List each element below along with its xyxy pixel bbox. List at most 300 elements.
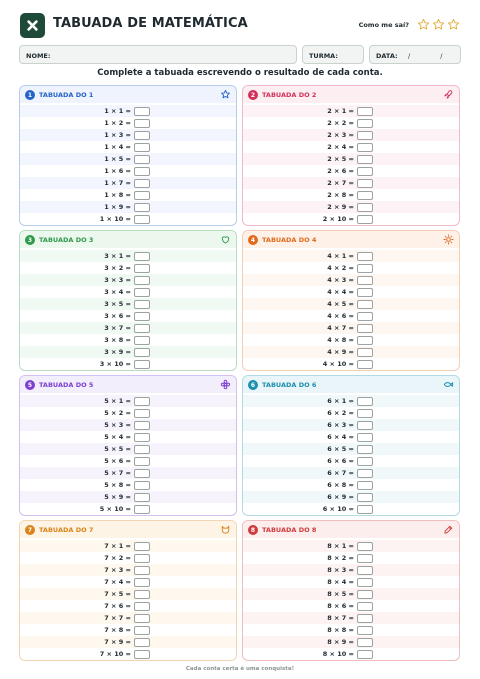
- equation-list: [243, 393, 459, 515]
- equation-row: [20, 479, 236, 491]
- equation-row: [20, 298, 236, 310]
- answer-box[interactable]: [357, 119, 373, 128]
- pencil-icon: [443, 524, 454, 535]
- equation-text: 2 × 7 =: [327, 179, 354, 187]
- date-separators: / /: [408, 52, 457, 60]
- equation-row: [243, 286, 459, 298]
- equation-row: [243, 612, 459, 624]
- answer-box[interactable]: [357, 433, 373, 442]
- card-header: [243, 521, 459, 538]
- equation-text: 1 × 1 =: [104, 107, 131, 115]
- table-title: TABUADA DO 4: [262, 236, 317, 244]
- equation-text: 1 × 3 =: [104, 131, 131, 139]
- answer-box[interactable]: [357, 481, 373, 490]
- multiplication-table-card: [242, 85, 460, 226]
- equation-text: 6 × 10 =: [322, 505, 354, 513]
- equation-row: [243, 334, 459, 346]
- equation-text: 8 × 3 =: [327, 566, 354, 574]
- answer-box[interactable]: [134, 131, 150, 140]
- equation-text: 6 × 6 =: [327, 457, 354, 465]
- equation-text: 3 × 3 =: [104, 276, 131, 284]
- equation-row: [20, 250, 236, 262]
- answer-box[interactable]: [357, 215, 373, 224]
- equation-row: [243, 600, 459, 612]
- equation-row: [20, 588, 236, 600]
- card-header: [243, 86, 459, 103]
- answer-box[interactable]: [134, 590, 150, 599]
- equation-text: 7 × 10 =: [99, 650, 131, 658]
- table-number-badge: 1: [25, 90, 35, 100]
- answer-box[interactable]: [134, 107, 150, 116]
- equation-text: 5 × 8 =: [104, 481, 131, 489]
- equation-row: [243, 479, 459, 491]
- equation-row: [243, 467, 459, 479]
- answer-box[interactable]: [134, 143, 150, 152]
- equation-text: 4 × 7 =: [327, 324, 354, 332]
- answer-box[interactable]: [357, 131, 373, 140]
- heart-icon: [220, 234, 231, 245]
- equation-text: 3 × 4 =: [104, 288, 131, 296]
- equation-row: [243, 491, 459, 503]
- equation-text: 2 × 6 =: [327, 167, 354, 175]
- equation-text: 5 × 1 =: [104, 397, 131, 405]
- answer-box[interactable]: [134, 179, 150, 188]
- answer-box[interactable]: [134, 481, 150, 490]
- equation-row: [243, 213, 459, 225]
- close-x-logo-icon: [20, 13, 45, 38]
- card-header: [20, 231, 236, 248]
- equation-row: [20, 624, 236, 636]
- equation-row: [20, 455, 236, 467]
- equation-row: [20, 165, 236, 177]
- table-number-badge: 8: [248, 525, 258, 535]
- equation-text: 4 × 6 =: [327, 312, 354, 320]
- answer-box[interactable]: [134, 650, 150, 659]
- equation-row: [243, 310, 459, 322]
- card-header: [20, 86, 236, 103]
- student-info-fields: [19, 45, 461, 64]
- name-field[interactable]: [19, 45, 297, 64]
- star-icon: [220, 89, 231, 100]
- answer-box[interactable]: [134, 252, 150, 261]
- cat-icon: [220, 524, 231, 535]
- instruction-text: Complete a tabuada escrevendo o resultado de cada conta.: [97, 68, 383, 78]
- equation-row: [243, 117, 459, 129]
- equation-text: 2 × 10 =: [322, 215, 354, 223]
- equation-text: 6 × 1 =: [327, 397, 354, 405]
- equation-row: [20, 153, 236, 165]
- rating-star-icon[interactable]: [417, 18, 430, 31]
- table-number-badge: 2: [248, 90, 258, 100]
- equation-row: [243, 540, 459, 552]
- answer-box[interactable]: [134, 602, 150, 611]
- answer-box[interactable]: [357, 324, 373, 333]
- equation-text: 4 × 3 =: [327, 276, 354, 284]
- answer-box[interactable]: [357, 167, 373, 176]
- rating-star-icon[interactable]: [432, 18, 445, 31]
- equation-text: 5 × 7 =: [104, 469, 131, 477]
- equation-text: 1 × 6 =: [104, 167, 131, 175]
- equation-text: 7 × 3 =: [104, 566, 131, 574]
- answer-box[interactable]: [134, 578, 150, 587]
- equation-row: [243, 443, 459, 455]
- equation-row: [243, 322, 459, 334]
- equation-text: 6 × 9 =: [327, 493, 354, 501]
- equation-text: 3 × 2 =: [104, 264, 131, 272]
- answer-box[interactable]: [134, 626, 150, 635]
- equation-row: [20, 334, 236, 346]
- multiplication-table-card: [242, 520, 460, 661]
- equation-list: [20, 103, 236, 225]
- class-field[interactable]: [302, 45, 364, 64]
- card-header: [20, 376, 236, 393]
- answer-box[interactable]: [134, 433, 150, 442]
- rating-star-icon[interactable]: [447, 18, 460, 31]
- answer-box[interactable]: [357, 397, 373, 406]
- equation-row: [243, 262, 459, 274]
- card-header: [243, 231, 459, 248]
- equation-row: [20, 540, 236, 552]
- equation-text: 2 × 9 =: [327, 203, 354, 211]
- table-title: TABUADA DO 8: [262, 526, 317, 534]
- equation-row: [20, 431, 236, 443]
- equation-row: [20, 310, 236, 322]
- answer-box[interactable]: [357, 143, 373, 152]
- equation-text: 8 × 6 =: [327, 602, 354, 610]
- answer-box[interactable]: [134, 276, 150, 285]
- equation-row: [243, 189, 459, 201]
- equation-text: 2 × 1 =: [327, 107, 354, 115]
- table-title: TABUADA DO 7: [39, 526, 94, 534]
- equation-row: [243, 588, 459, 600]
- answer-box[interactable]: [357, 638, 373, 647]
- answer-box[interactable]: [357, 650, 373, 659]
- equation-text: 1 × 7 =: [104, 179, 131, 187]
- equation-row: [243, 274, 459, 286]
- answer-box[interactable]: [357, 409, 373, 418]
- equation-text: 8 × 1 =: [327, 542, 354, 550]
- equation-text: 5 × 4 =: [104, 433, 131, 441]
- equation-row: [20, 141, 236, 153]
- equation-text: 4 × 5 =: [327, 300, 354, 308]
- equation-text: 1 × 2 =: [104, 119, 131, 127]
- equation-text: 1 × 9 =: [104, 203, 131, 211]
- equation-text: 3 × 8 =: [104, 336, 131, 344]
- answer-box[interactable]: [357, 252, 373, 261]
- page-title: TABUADA DE MATEMÁTICA: [53, 16, 248, 31]
- equation-text: 7 × 8 =: [104, 626, 131, 634]
- self-rating: [359, 18, 460, 31]
- equation-text: 1 × 8 =: [104, 191, 131, 199]
- answer-box[interactable]: [134, 191, 150, 200]
- equation-row: [243, 407, 459, 419]
- table-number-badge: 7: [25, 525, 35, 535]
- answer-box[interactable]: [357, 469, 373, 478]
- equation-text: 1 × 5 =: [104, 155, 131, 163]
- equation-row: [20, 213, 236, 225]
- answer-box[interactable]: [134, 638, 150, 647]
- equation-row: [243, 636, 459, 648]
- equation-row: [243, 153, 459, 165]
- answer-box[interactable]: [357, 554, 373, 563]
- name-label: NOME:: [26, 52, 51, 60]
- equation-row: [20, 189, 236, 201]
- answer-box[interactable]: [134, 155, 150, 164]
- card-header: [20, 521, 236, 538]
- answer-box[interactable]: [357, 179, 373, 188]
- rating-label: Como me saí?: [358, 20, 409, 29]
- equation-text: 7 × 4 =: [104, 578, 131, 586]
- answer-box[interactable]: [134, 542, 150, 551]
- answer-box[interactable]: [134, 288, 150, 297]
- equation-text: 7 × 1 =: [104, 542, 131, 550]
- answer-box[interactable]: [357, 626, 373, 635]
- answer-box[interactable]: [357, 348, 373, 357]
- multiplication-table-card: [19, 230, 237, 371]
- answer-box[interactable]: [357, 276, 373, 285]
- equation-row: [243, 624, 459, 636]
- equation-row: [20, 552, 236, 564]
- equation-text: 4 × 10 =: [322, 360, 354, 368]
- equation-row: [20, 201, 236, 213]
- answer-box[interactable]: [134, 614, 150, 623]
- answer-box[interactable]: [357, 457, 373, 466]
- equation-text: 8 × 4 =: [327, 578, 354, 586]
- equation-text: 4 × 1 =: [327, 252, 354, 260]
- answer-box[interactable]: [357, 203, 373, 212]
- date-field[interactable]: [369, 45, 461, 64]
- equation-list: [243, 538, 459, 660]
- answer-box[interactable]: [134, 203, 150, 212]
- equation-row: [243, 177, 459, 189]
- equation-text: 4 × 2 =: [327, 264, 354, 272]
- fish-icon: [443, 379, 454, 390]
- equation-text: 5 × 9 =: [104, 493, 131, 501]
- answer-box[interactable]: [357, 566, 373, 575]
- equation-text: 3 × 1 =: [104, 252, 131, 260]
- equation-row: [243, 564, 459, 576]
- answer-box[interactable]: [134, 324, 150, 333]
- equation-text: 7 × 5 =: [104, 590, 131, 598]
- equation-row: [243, 576, 459, 588]
- table-title: TABUADA DO 5: [39, 381, 94, 389]
- answer-box[interactable]: [134, 397, 150, 406]
- equation-row: [20, 358, 236, 370]
- equation-text: 1 × 10 =: [99, 215, 131, 223]
- equation-row: [243, 250, 459, 262]
- equation-text: 6 × 4 =: [327, 433, 354, 441]
- equation-text: 1 × 4 =: [104, 143, 131, 151]
- equation-text: 3 × 10 =: [99, 360, 131, 368]
- answer-box[interactable]: [357, 191, 373, 200]
- equation-row: [20, 177, 236, 189]
- answer-box[interactable]: [357, 155, 373, 164]
- equation-text: 2 × 2 =: [327, 119, 354, 127]
- equation-row: [20, 600, 236, 612]
- equation-text: 5 × 3 =: [104, 421, 131, 429]
- equation-row: [20, 117, 236, 129]
- equation-text: 5 × 6 =: [104, 457, 131, 465]
- equation-row: [20, 407, 236, 419]
- answer-box[interactable]: [134, 167, 150, 176]
- date-label: DATA:: [376, 52, 398, 60]
- answer-box[interactable]: [134, 119, 150, 128]
- equation-text: 6 × 8 =: [327, 481, 354, 489]
- answer-box[interactable]: [134, 457, 150, 466]
- answer-box[interactable]: [134, 215, 150, 224]
- equation-row: [243, 141, 459, 153]
- equation-row: [20, 262, 236, 274]
- answer-box[interactable]: [357, 336, 373, 345]
- equation-text: 7 × 7 =: [104, 614, 131, 622]
- equation-text: 3 × 9 =: [104, 348, 131, 356]
- equation-row: [20, 322, 236, 334]
- rocket-icon: [443, 89, 454, 100]
- equation-text: 5 × 5 =: [104, 445, 131, 453]
- footer-text: Cada conta certa é uma conquista!: [185, 666, 295, 672]
- equation-text: 8 × 9 =: [327, 638, 354, 646]
- equation-list: [20, 248, 236, 370]
- equation-row: [243, 648, 459, 660]
- equation-text: 2 × 4 =: [327, 143, 354, 151]
- equation-row: [20, 564, 236, 576]
- equation-text: 8 × 8 =: [327, 626, 354, 634]
- equation-row: [243, 298, 459, 310]
- table-number-badge: 5: [25, 380, 35, 390]
- equation-list: [20, 538, 236, 660]
- answer-box[interactable]: [134, 469, 150, 478]
- equation-text: 7 × 2 =: [104, 554, 131, 562]
- sun-icon: [443, 234, 454, 245]
- equation-row: [20, 648, 236, 660]
- page-header: [20, 13, 460, 39]
- equation-row: [243, 358, 459, 370]
- equation-text: 8 × 5 =: [327, 590, 354, 598]
- answer-box[interactable]: [134, 312, 150, 321]
- equation-row: [243, 395, 459, 407]
- table-number-badge: 4: [248, 235, 258, 245]
- equation-list: [20, 393, 236, 515]
- answer-box[interactable]: [134, 554, 150, 563]
- equation-row: [243, 419, 459, 431]
- equation-row: [243, 165, 459, 177]
- equation-text: 6 × 5 =: [327, 445, 354, 453]
- multiplication-table-card: [242, 230, 460, 371]
- equation-text: 6 × 3 =: [327, 421, 354, 429]
- equation-text: 6 × 7 =: [327, 469, 354, 477]
- equation-row: [243, 455, 459, 467]
- table-number-badge: 3: [25, 235, 35, 245]
- equation-text: 4 × 8 =: [327, 336, 354, 344]
- answer-box[interactable]: [357, 360, 373, 369]
- answer-box[interactable]: [357, 312, 373, 321]
- equation-text: 3 × 6 =: [104, 312, 131, 320]
- table-title: TABUADA DO 1: [39, 91, 94, 99]
- equation-row: [20, 576, 236, 588]
- answer-box[interactable]: [357, 421, 373, 430]
- answer-box[interactable]: [357, 542, 373, 551]
- equation-row: [20, 129, 236, 141]
- multiplication-table-card: [19, 520, 237, 661]
- flower-icon: [220, 379, 231, 390]
- equation-list: [243, 103, 459, 225]
- answer-box[interactable]: [134, 360, 150, 369]
- equation-row: [20, 274, 236, 286]
- equation-row: [243, 552, 459, 564]
- equation-text: 5 × 2 =: [104, 409, 131, 417]
- answer-box[interactable]: [134, 566, 150, 575]
- equation-row: [20, 467, 236, 479]
- answer-box[interactable]: [357, 300, 373, 309]
- answer-box[interactable]: [134, 505, 150, 514]
- equation-text: 5 × 10 =: [99, 505, 131, 513]
- answer-box[interactable]: [134, 409, 150, 418]
- equation-text: 2 × 3 =: [327, 131, 354, 139]
- answer-box[interactable]: [357, 107, 373, 116]
- equation-text: 8 × 2 =: [327, 554, 354, 562]
- multiplication-table-card: [242, 375, 460, 516]
- answer-box[interactable]: [134, 264, 150, 273]
- multiplication-table-card: [19, 375, 237, 516]
- equation-text: 2 × 5 =: [327, 155, 354, 163]
- equation-text: 7 × 9 =: [104, 638, 131, 646]
- equation-row: [243, 201, 459, 213]
- answer-box[interactable]: [134, 336, 150, 345]
- equation-text: 4 × 9 =: [327, 348, 354, 356]
- equation-row: [243, 431, 459, 443]
- equation-text: 6 × 2 =: [327, 409, 354, 417]
- equation-list: [243, 248, 459, 370]
- answer-box[interactable]: [357, 264, 373, 273]
- answer-box[interactable]: [357, 288, 373, 297]
- answer-box[interactable]: [357, 505, 373, 514]
- answer-box[interactable]: [357, 445, 373, 454]
- equation-row: [20, 105, 236, 117]
- answer-box[interactable]: [357, 578, 373, 587]
- equation-text: 7 × 6 =: [104, 602, 131, 610]
- equation-text: 2 × 8 =: [327, 191, 354, 199]
- equation-row: [243, 105, 459, 117]
- card-header: [243, 376, 459, 393]
- equation-text: 3 × 5 =: [104, 300, 131, 308]
- table-title: TABUADA DO 6: [262, 381, 317, 389]
- multiplication-table-card: [19, 85, 237, 226]
- answer-box[interactable]: [357, 493, 373, 502]
- equation-text: 8 × 7 =: [327, 614, 354, 622]
- answer-box[interactable]: [134, 300, 150, 309]
- equation-row: [20, 636, 236, 648]
- equation-row: [20, 346, 236, 358]
- equation-text: 4 × 4 =: [327, 288, 354, 296]
- table-title: TABUADA DO 3: [39, 236, 94, 244]
- equation-row: [20, 443, 236, 455]
- equation-text: 8 × 10 =: [322, 650, 354, 658]
- equation-row: [20, 419, 236, 431]
- answer-box[interactable]: [134, 493, 150, 502]
- equation-row: [243, 129, 459, 141]
- table-title: TABUADA DO 2: [262, 91, 317, 99]
- answer-box[interactable]: [357, 614, 373, 623]
- equation-row: [20, 612, 236, 624]
- answer-box[interactable]: [134, 445, 150, 454]
- table-number-badge: 6: [248, 380, 258, 390]
- answer-box[interactable]: [134, 421, 150, 430]
- answer-box[interactable]: [357, 602, 373, 611]
- equation-row: [20, 503, 236, 515]
- answer-box[interactable]: [357, 590, 373, 599]
- answer-box[interactable]: [134, 348, 150, 357]
- equation-row: [243, 503, 459, 515]
